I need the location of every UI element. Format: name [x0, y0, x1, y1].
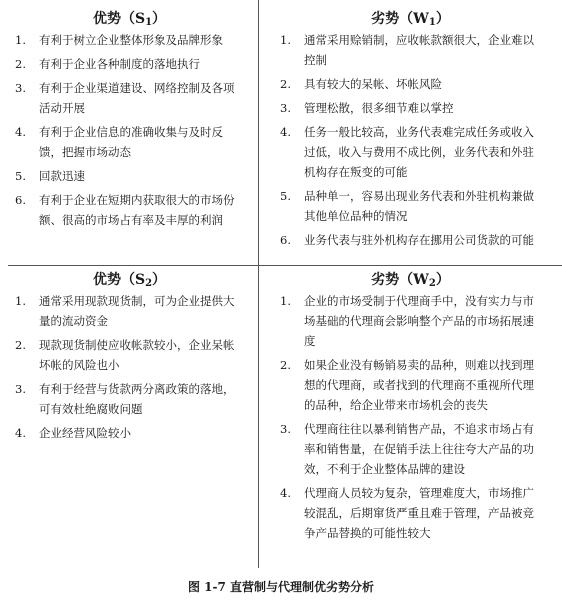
quadrant-strengths-s2 [0, 266, 259, 568]
list-item: 1. 有利于树立企业整体形象及品牌形象 [15, 33, 223, 47]
weaknesses-w2-list [259, 291, 562, 543]
list-item: 3. 代理商往往以暴利销售产品，不追求市场占有率和销售量，在促销手法上往往夸大产品的功效，不利于企业整体品牌的建设 [280, 422, 534, 476]
list-item: 4. 代理商人员较为复杂，管理难度大，市场推广较混乱，后期窜货严重且难于管理，产品被竞争产品替换的可能性较大 [280, 486, 534, 540]
quadrant-title: 优势（S1） [92, 11, 167, 28]
list-item: 1. 通常采用现款现货制，可为企业提供大量的流动资金 [15, 294, 235, 328]
quadrant-title: 劣势（W2） [371, 272, 450, 289]
quadrant-weaknesses-w1 [259, 0, 562, 266]
list-item: 4. 企业经营风险较小 [15, 426, 131, 440]
strengths-s2-list [0, 291, 259, 443]
list-item: 2. 现款现货制使应收帐款较小，企业呆帐坏帐的风险也小 [15, 338, 235, 372]
list-item: 2. 具有较大的呆帐、坏帐风险 [280, 77, 442, 91]
list-item: 5. 品种单一，容易出现业务代表和外驻机构兼做其他单位品种的情况 [280, 189, 534, 223]
quadrant-weaknesses-w2 [259, 266, 562, 568]
figure-caption: 图 1-7 直营制与代理制优劣势分析 [187, 580, 375, 594]
list-item: 2. 如果企业没有畅销易卖的品种，则难以找到理想的代理商，或者找到的代理商不重视所代理的品种，给企业带来市场机会的丧失 [280, 358, 534, 412]
quadrant-strengths-s1 [0, 0, 259, 266]
quadrant-title: 劣势（W1） [371, 11, 450, 28]
list-item: 1. 通常采用赊销制，应收帐款额很大，企业难以控制 [280, 33, 534, 67]
list-item: 3. 管理松散，很多细节难以掌控 [280, 101, 454, 115]
list-item: 4. 有利于企业信息的准确收集与及时反馈，把握市场动态 [15, 125, 223, 159]
quadrant-title: 优势（S2） [92, 272, 167, 289]
list-item: 6. 业务代表与驻外机构存在挪用公司货款的可能 [280, 233, 534, 247]
list-item: 3. 有利于企业渠道建设、网络控制及各项活动开展 [15, 81, 235, 115]
weaknesses-w1-list [259, 30, 562, 250]
list-item: 2. 有利于企业各种制度的落地执行 [15, 57, 200, 71]
list-item: 6. 有利于企业在短期内获取很大的市场份额、很高的市场占有率及丰厚的利润 [15, 193, 235, 227]
list-item: 4. 任务一般比较高，业务代表难完成任务或收入过低，收入与费用不成比例，业务代表和外驻机构存在叛变的可能 [280, 125, 534, 179]
strengths-s1-list [0, 30, 259, 230]
list-item: 5. 回款迅速 [15, 169, 85, 183]
list-item: 3. 有利于经营与货款两分离政策的落地，可有效杜绝腐败问题 [15, 382, 235, 416]
list-item: 1. 企业的市场受制于代理商手中，没有实力与市场基础的代理商会影响整个产品的市场拓展速度 [280, 294, 534, 348]
